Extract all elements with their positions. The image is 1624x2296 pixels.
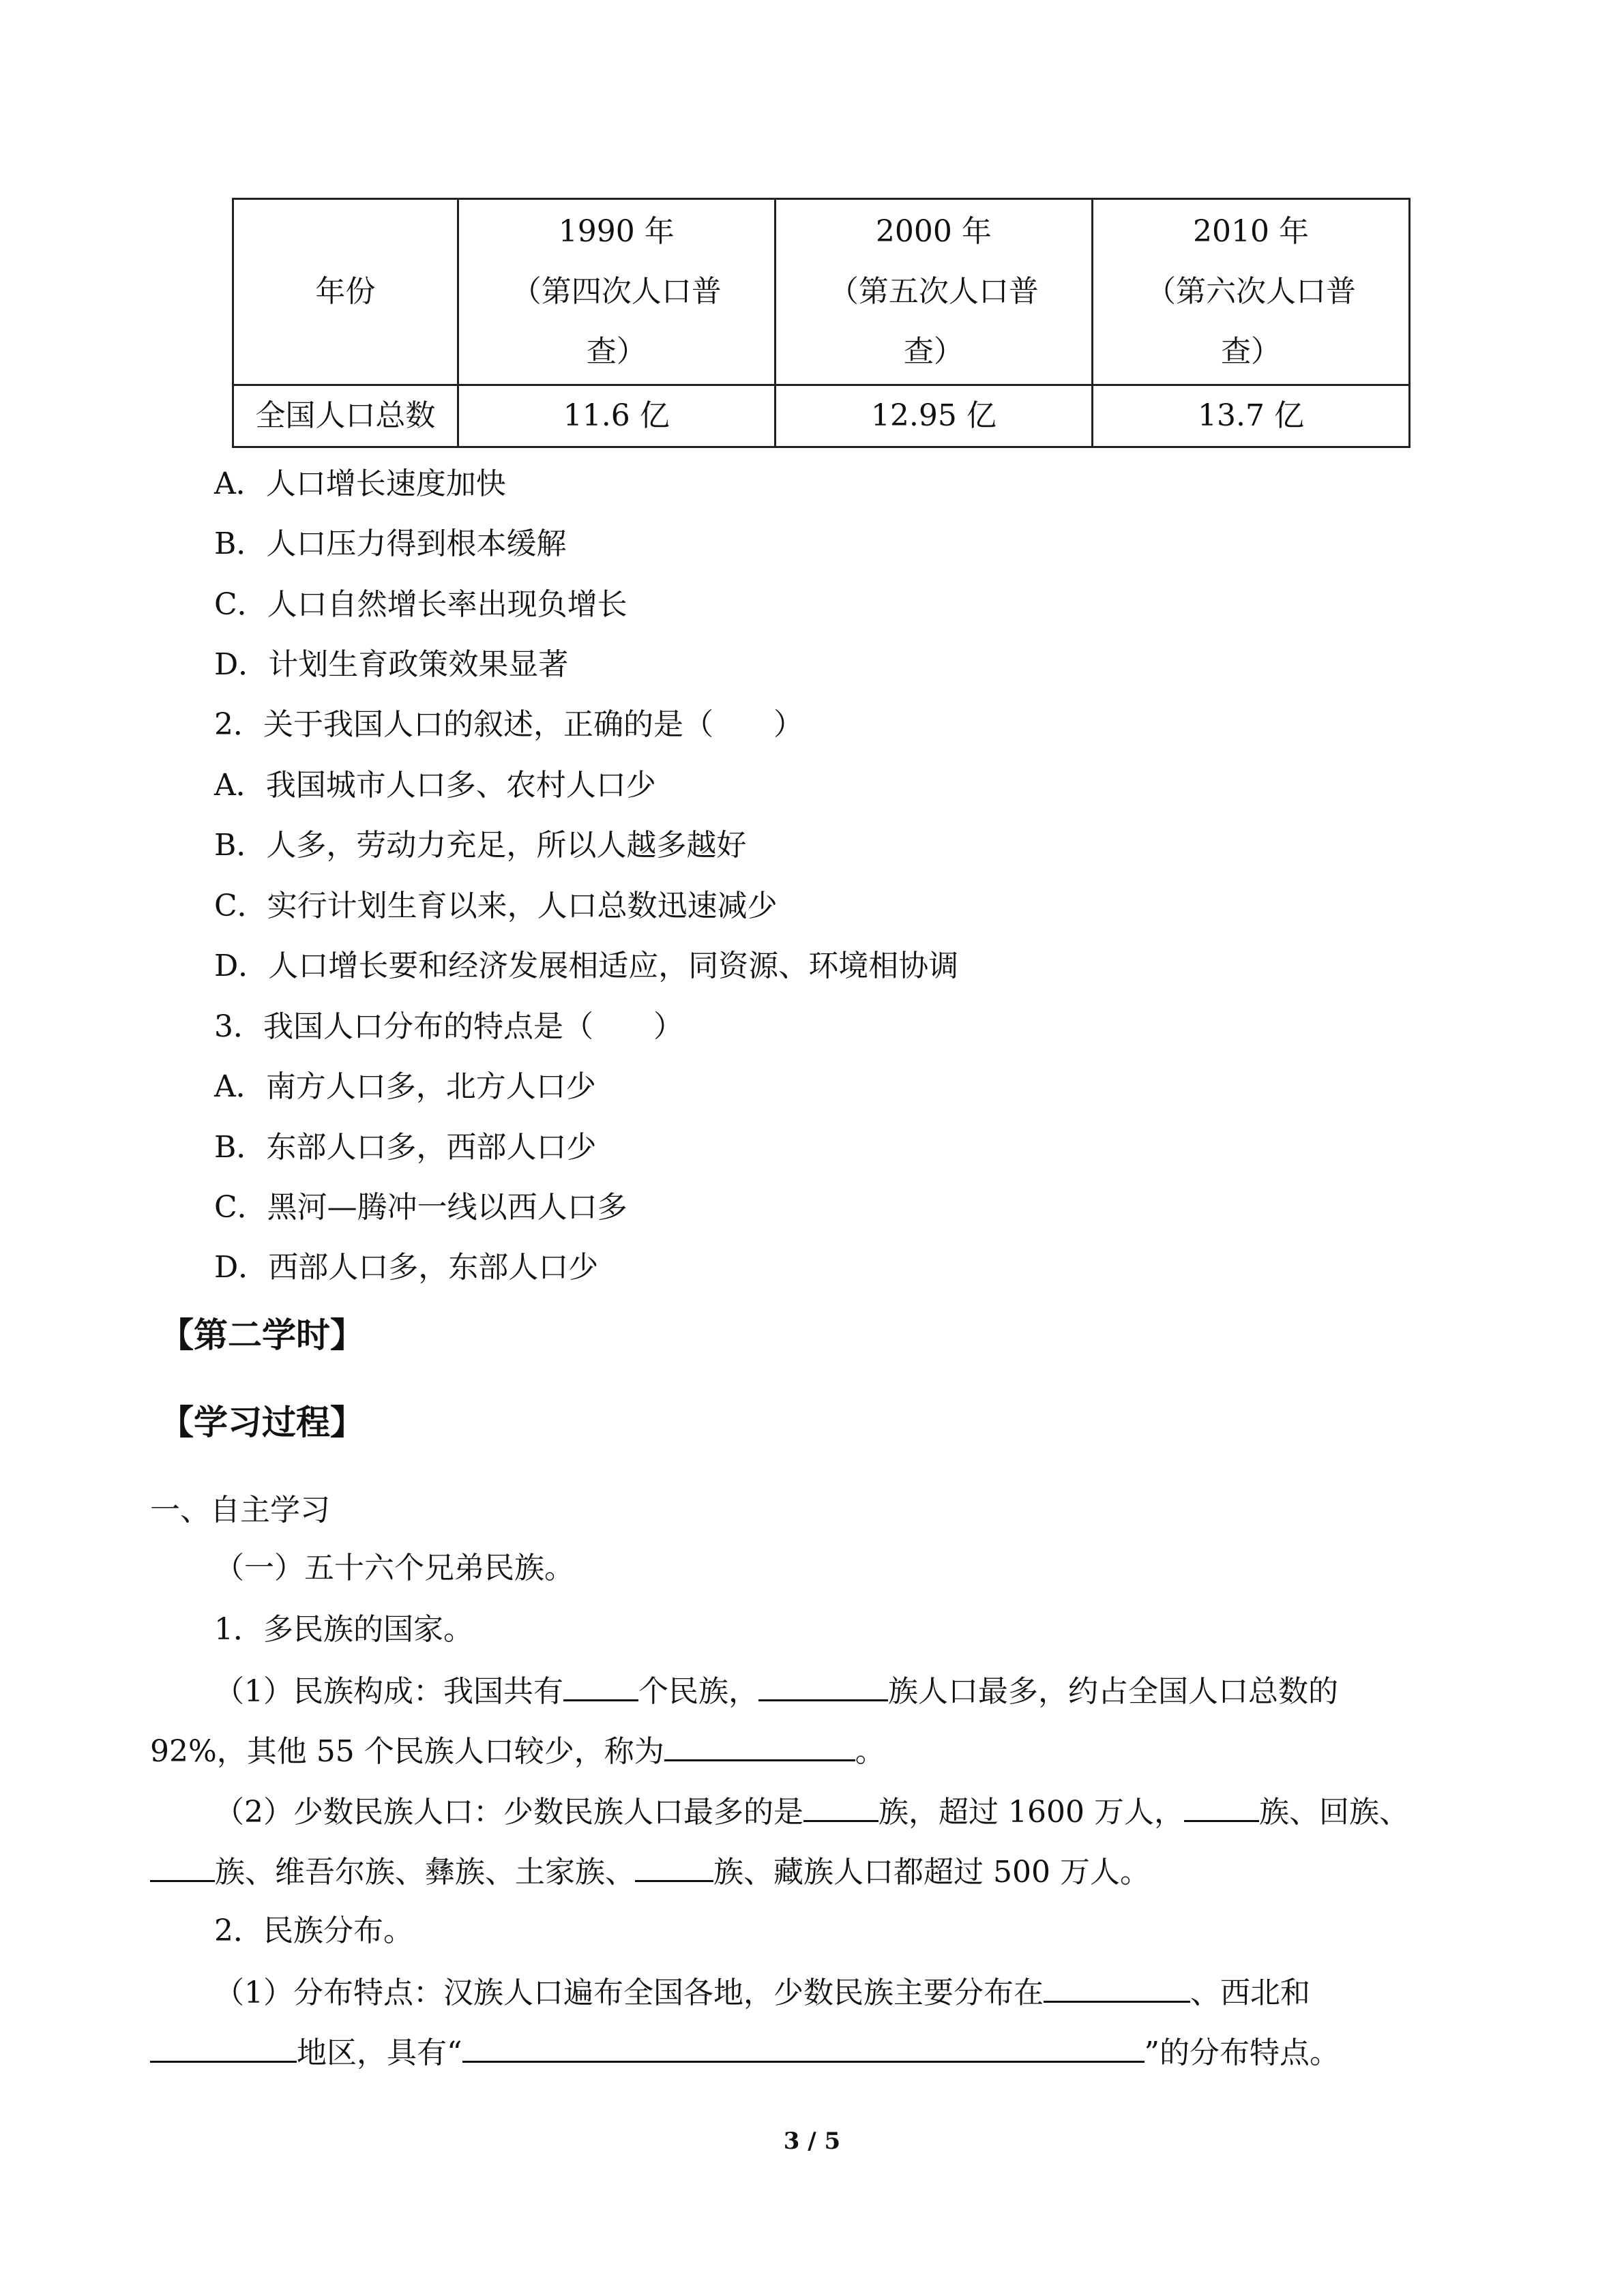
q2-option-d: D．人口增长要和经济发展相适应，同资源、环境相协调 (214, 949, 959, 983)
text-segment: 、西北和 (1190, 1976, 1310, 2010)
text-segment: 地区，具有“ (297, 2036, 462, 2070)
header-line: 查） (586, 334, 647, 369)
text-segment: 族，超过 1600 万人， (879, 1795, 1184, 1830)
fill-blank[interactable] (758, 1669, 888, 1701)
item2-title: 2．民族分布。 (214, 1913, 413, 1948)
text-segment: ”的分布特点。 (1144, 2036, 1340, 2070)
table-cell: 13.7 亿 (1092, 385, 1409, 447)
table-row (233, 385, 1410, 447)
fill-blank[interactable] (635, 1850, 713, 1882)
item2-1-line2 (150, 2031, 1340, 2074)
fill-blank[interactable] (664, 1729, 855, 1761)
q2-option-c: C．实行计划生育以来，人口总数迅速减少 (214, 889, 778, 923)
q1-option-b: B．人口压力得到根本缓解 (214, 526, 567, 561)
table-header-year (233, 199, 458, 385)
census-table (232, 198, 1411, 448)
page-number: 3 / 5 (783, 2128, 841, 2155)
fill-blank[interactable] (150, 2031, 297, 2063)
item1-2-line2 (150, 1850, 1150, 1893)
text-segment: 族、藏族人口都超过 500 万人。 (713, 1855, 1150, 1890)
text-segment: （2）少数民族人口：少数民族人口最多的是 (214, 1795, 803, 1830)
fill-blank[interactable] (150, 1850, 215, 1882)
q2-option-a: A．我国城市人口多、农村人口少 (214, 768, 656, 803)
q1-option-d: D．计划生育政策效果显著 (214, 647, 569, 682)
fill-blank[interactable] (803, 1790, 879, 1822)
q2-stem: 2．关于我国人口的叙述，正确的是（ ） (214, 707, 803, 742)
table-header-1990 (458, 199, 775, 385)
header-cell-text: 年份 (315, 274, 376, 309)
q3-option-b: B．东部人口多，西部人口少 (214, 1130, 597, 1165)
header-line: （第五次人口普 (828, 274, 1039, 309)
header-line: （第六次人口普 (1145, 274, 1356, 309)
table-header-2000 (775, 199, 1092, 385)
item1-2-line1 (214, 1790, 1409, 1833)
q3-option-c: C．黑河—腾冲一线以西人口多 (214, 1190, 628, 1225)
fill-blank[interactable] (563, 1669, 638, 1701)
table-header-2010 (1092, 199, 1409, 385)
header-line: 2000 年 (875, 214, 992, 249)
q2-option-b: B．人多，劳动力充足，所以人越多越好 (214, 828, 747, 863)
q3-option-a: A．南方人口多，北方人口少 (214, 1069, 596, 1104)
table-cell: 12.95 亿 (775, 385, 1092, 447)
header-line: 1990 年 (558, 214, 675, 249)
q3-option-d: D．西部人口多，东部人口少 (214, 1250, 599, 1285)
text-segment: 92%，其他 55 个民族人口较少，称为 (150, 1734, 664, 1769)
sub1-title: （一）五十六个兄弟民族。 (214, 1551, 574, 1585)
fill-blank[interactable] (462, 2031, 1145, 2063)
text-segment: （1）分布特点：汉族人口遍布全国各地，少数民族主要分布在 (214, 1976, 1044, 2010)
text-segment: 。 (855, 1734, 885, 1769)
q1-option-c: C．人口自然增长率出现负增长 (214, 587, 628, 622)
part1-title: 一、自主学习 (150, 1493, 330, 1527)
text-segment: 族、维吾尔族、彝族、土家族、 (215, 1855, 635, 1890)
process-title: 【学习过程】 (160, 1402, 364, 1442)
item1-1-line2 (150, 1729, 885, 1772)
item2-1-line1 (214, 1971, 1310, 2014)
text-segment: 个民族， (638, 1674, 758, 1709)
fill-blank[interactable] (1184, 1790, 1259, 1822)
text-segment: （1）民族构成：我国共有 (214, 1674, 563, 1709)
section-title: 【第二学时】 (160, 1315, 364, 1355)
header-line: 2010 年 (1193, 214, 1309, 249)
header-line: （第四次人口普 (511, 274, 722, 309)
text-segment: 族人口最多，约占全国人口总数的 (888, 1674, 1338, 1709)
fill-blank[interactable] (1044, 1971, 1190, 2003)
table-cell: 11.6 亿 (458, 385, 775, 447)
item1-title: 1．多民族的国家。 (214, 1612, 473, 1647)
header-line: 查） (903, 334, 964, 369)
table-row-label: 全国人口总数 (233, 385, 458, 447)
item1-1-line1 (214, 1669, 1338, 1712)
q1-option-a: A．人口增长速度加快 (214, 466, 506, 501)
text-segment: 族、回族、 (1258, 1795, 1409, 1830)
q3-stem: 3．我国人口分布的特点是（ ） (214, 1009, 683, 1044)
header-line: 查） (1220, 334, 1281, 369)
table-header-row (233, 199, 1410, 385)
